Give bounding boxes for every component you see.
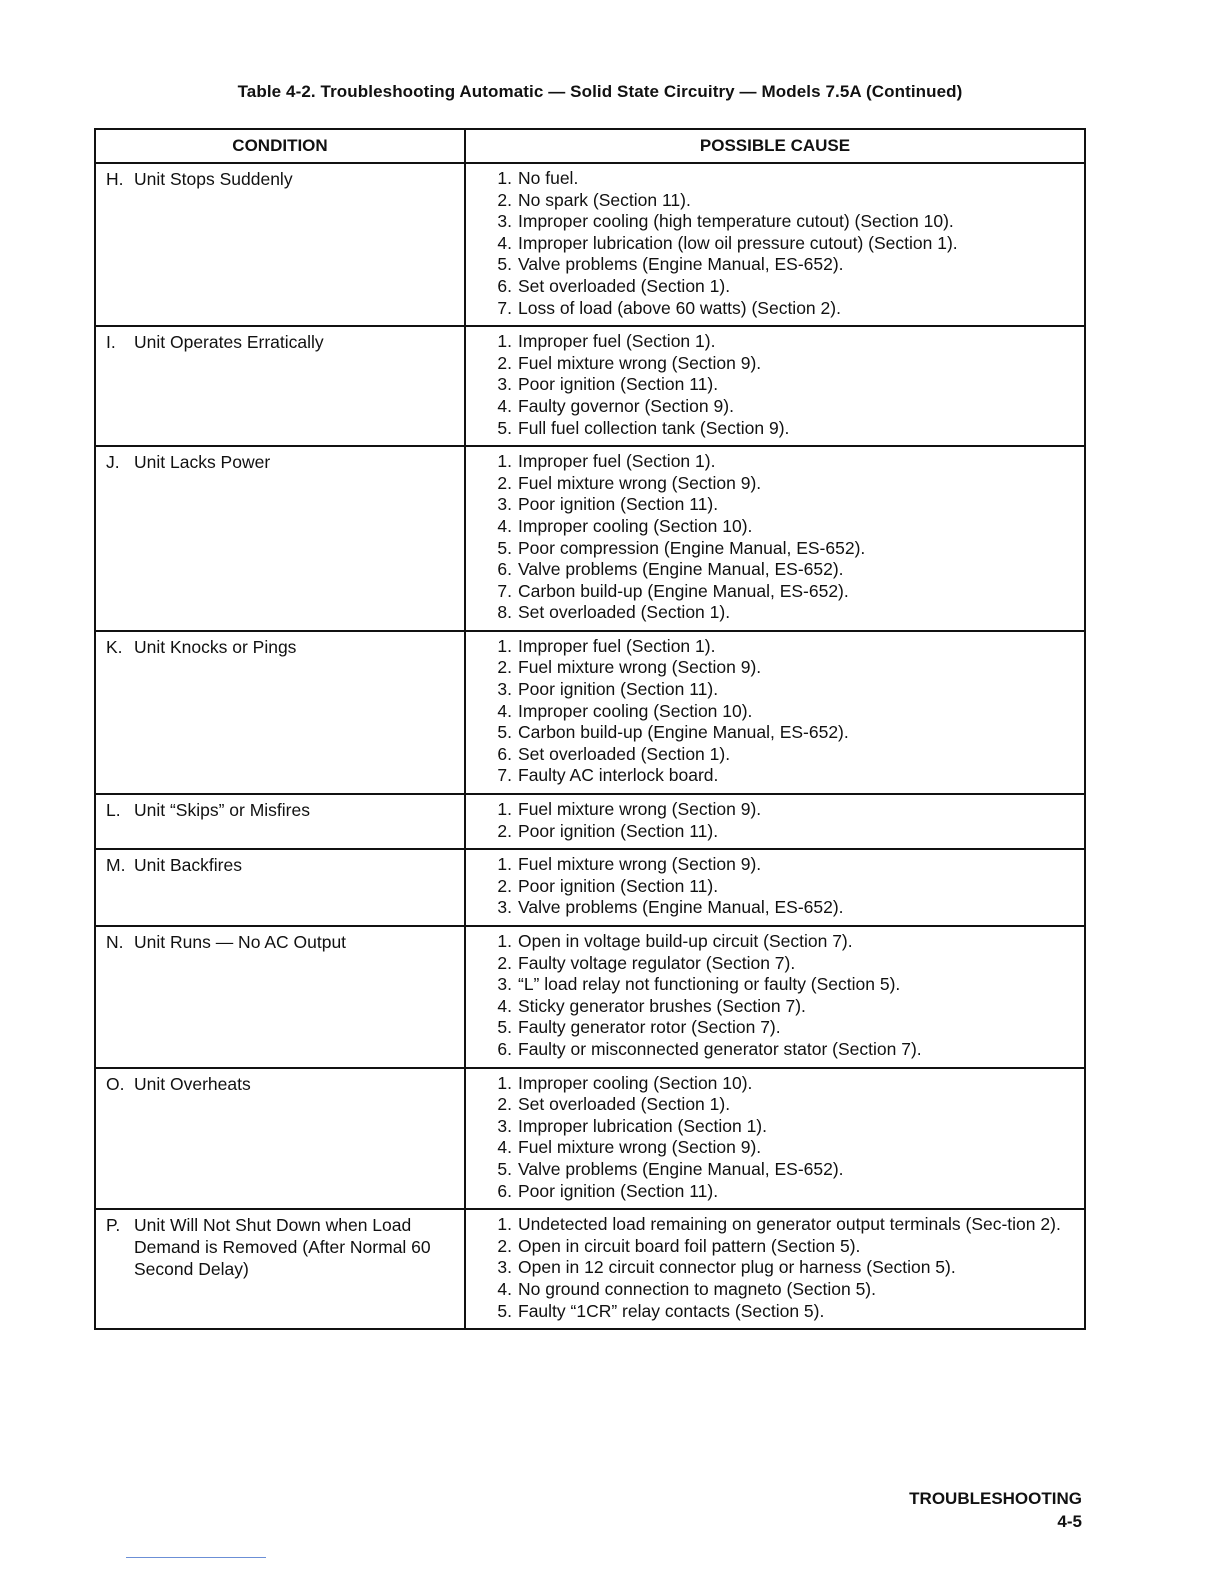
cause-number: 7. <box>497 580 512 601</box>
cause-item <box>490 931 1076 953</box>
cause-number: 7. <box>497 297 512 318</box>
troubleshooting-table <box>94 128 1086 1330</box>
cause-item <box>490 276 1076 298</box>
cause-item <box>490 722 1076 744</box>
condition-cell <box>95 926 465 1068</box>
cause-item <box>490 353 1076 375</box>
cause-text: Poor ignition (Section 11). <box>518 494 719 515</box>
condition-letter: K. <box>106 636 123 657</box>
cause-text: Improper fuel (Section 1). <box>518 451 716 472</box>
cause-text: Valve problems (Engine Manual, ES-652). <box>518 1158 844 1179</box>
cause-number: 1. <box>497 799 512 820</box>
possible-cause-cell <box>465 1209 1085 1329</box>
cause-number: 2. <box>497 820 512 841</box>
cause-item <box>490 451 1076 473</box>
cause-text: Poor ignition (Section 11). <box>518 875 719 896</box>
cause-text: Improper lubrication (low oil pressure cutout) (Section 1). <box>518 232 958 253</box>
cause-text: Faulty “1CR” relay contacts (Section 5). <box>518 1300 825 1321</box>
cause-text: Valve problems (Engine Manual, ES-652). <box>518 254 844 275</box>
cause-text: Improper fuel (Section 1). <box>518 635 716 656</box>
cause-text: Poor ignition (Section 11). <box>518 679 719 700</box>
cause-number: 5. <box>497 1017 512 1038</box>
cause-number: 2. <box>497 1235 512 1256</box>
cause-item <box>490 765 1076 787</box>
cause-text: Poor compression (Engine Manual, ES-652). <box>518 537 866 558</box>
cause-list <box>490 451 1076 624</box>
cause-number: 7. <box>497 765 512 786</box>
cause-number: 5. <box>497 1158 512 1179</box>
cause-text: Improper cooling (high temperature cutout) (Section 10). <box>518 211 954 232</box>
cause-number: 1. <box>497 1072 512 1093</box>
condition-cell <box>95 326 465 446</box>
cause-number: 8. <box>497 602 512 623</box>
cause-item <box>490 1257 1076 1279</box>
cause-list <box>490 168 1076 319</box>
cause-item <box>490 897 1076 919</box>
cause-list <box>490 799 1076 842</box>
cause-item <box>490 1214 1076 1236</box>
cause-item <box>490 1137 1076 1159</box>
cause-number: 2. <box>497 189 512 210</box>
cause-number: 4. <box>497 515 512 536</box>
cause-text: Open in 12 circuit connector plug or harness (Section 5). <box>518 1257 956 1278</box>
cause-list <box>490 1214 1076 1322</box>
cause-text: Undetected load remaining on generator output terminals (Sec-tion 2). <box>518 1214 1061 1235</box>
cause-item <box>490 538 1076 560</box>
page-number: 4-5 <box>1057 1512 1082 1531</box>
table-row <box>95 794 1085 849</box>
cause-item <box>490 298 1076 320</box>
cause-text: Full fuel collection tank (Section 9). <box>518 417 790 438</box>
cause-item <box>490 854 1076 876</box>
cause-text: Faulty governor (Section 9). <box>518 395 734 416</box>
cause-number: 2. <box>497 952 512 973</box>
cause-number: 1. <box>497 635 512 656</box>
possible-cause-cell <box>465 631 1085 794</box>
cause-text: Valve problems (Engine Manual, ES-652). <box>518 559 844 580</box>
cause-item <box>490 636 1076 658</box>
cause-text: Poor ignition (Section 11). <box>518 1180 719 1201</box>
cause-item <box>490 559 1076 581</box>
condition-letter: J. <box>106 452 120 473</box>
cause-number: 6. <box>497 743 512 764</box>
table-title: Table 4-2. Troubleshooting Automatic — Solid State Circuitry — Models 7.5A (Continued) <box>237 82 963 101</box>
table-row <box>95 163 1085 326</box>
cause-item <box>490 602 1076 624</box>
possible-cause-cell <box>465 326 1085 446</box>
cause-item <box>490 1073 1076 1095</box>
cause-text: Set overloaded (Section 1). <box>518 1094 731 1115</box>
cause-list <box>490 931 1076 1061</box>
cause-text: No spark (Section 11). <box>518 189 691 210</box>
cause-number: 1. <box>497 331 512 352</box>
possible-cause-cell <box>465 163 1085 326</box>
condition-text: Unit Overheats <box>134 1073 251 1094</box>
cause-number: 4. <box>497 395 512 416</box>
cause-item <box>490 1039 1076 1061</box>
condition-cell <box>95 1209 465 1329</box>
cause-number: 2. <box>497 1094 512 1115</box>
cause-item <box>490 418 1076 440</box>
cause-text: Open in voltage build-up circuit (Section 7). <box>518 931 853 951</box>
cause-item <box>490 331 1076 353</box>
cause-number: 6. <box>497 559 512 580</box>
cause-item <box>490 876 1076 898</box>
cause-number: 1. <box>497 451 512 472</box>
cause-item <box>490 581 1076 603</box>
table-body <box>95 163 1085 1329</box>
condition-cell <box>95 1068 465 1210</box>
condition-text: Unit Stops Suddenly <box>134 169 293 189</box>
table-row <box>95 446 1085 631</box>
cause-item <box>490 701 1076 723</box>
cause-text: Carbon build-up (Engine Manual, ES-652). <box>518 580 849 601</box>
table-row <box>95 1068 1085 1210</box>
cause-item <box>490 974 1076 996</box>
cause-item <box>490 168 1076 190</box>
condition-cell <box>95 631 465 794</box>
table-row <box>95 849 1085 926</box>
condition-cell <box>95 794 465 849</box>
cause-text: No ground connection to magneto (Section 5). <box>518 1278 876 1299</box>
cause-text: Set overloaded (Section 1). <box>518 743 731 764</box>
cause-text: Faulty AC interlock board. <box>518 765 719 786</box>
cause-item <box>490 679 1076 701</box>
cause-item <box>490 953 1076 975</box>
condition-letter: L. <box>106 800 121 821</box>
cause-item <box>490 396 1076 418</box>
table-row <box>95 1209 1085 1329</box>
possible-cause-cell <box>465 849 1085 926</box>
cause-text: Fuel mixture wrong (Section 9). <box>518 472 762 493</box>
cause-number: 1. <box>497 854 512 875</box>
cause-number: 3. <box>497 494 512 515</box>
table-header-row <box>95 129 1085 163</box>
cause-text: Fuel mixture wrong (Section 9). <box>518 799 762 820</box>
condition-text: Unit Runs — No AC Output <box>134 932 347 952</box>
cause-text: Faulty or misconnected generator stator (Section 7). <box>518 1038 922 1059</box>
section-footer: TROUBLESHOOTING <box>909 1489 1082 1508</box>
cause-text: Set overloaded (Section 1). <box>518 602 731 623</box>
cause-number: 3. <box>497 1257 512 1278</box>
cause-item <box>490 1017 1076 1039</box>
cause-item <box>490 1094 1076 1116</box>
cause-number: 5. <box>497 537 512 558</box>
possible-cause-cell <box>465 794 1085 849</box>
possible-cause-cell <box>465 1068 1085 1210</box>
cause-text: No fuel. <box>518 168 579 188</box>
cause-item <box>490 1301 1076 1323</box>
cause-item <box>490 1236 1076 1258</box>
condition-letter: P. <box>106 1215 121 1236</box>
cause-item <box>490 799 1076 821</box>
cause-text: Faulty generator rotor (Section 7). <box>518 1017 781 1038</box>
cause-number: 3. <box>497 374 512 395</box>
condition-cell <box>95 849 465 926</box>
condition-text: Unit Will Not Shut Down when Load Demand is Removed (After Normal 60 Second Delay) <box>134 1215 431 1280</box>
cause-number: 4. <box>497 1137 512 1158</box>
cause-list <box>490 1073 1076 1203</box>
cause-item <box>490 1181 1076 1203</box>
cause-item <box>490 996 1076 1018</box>
cause-item <box>490 190 1076 212</box>
cause-number: 2. <box>497 352 512 373</box>
cause-number: 1. <box>497 168 512 188</box>
cause-text: Set overloaded (Section 1). <box>518 275 731 296</box>
table-row <box>95 631 1085 794</box>
cause-list <box>490 331 1076 439</box>
condition-letter: M. <box>106 855 126 876</box>
table-row <box>95 926 1085 1068</box>
condition-text: Unit Lacks Power <box>134 452 271 473</box>
cause-text: Improper lubrication (Section 1). <box>518 1115 767 1136</box>
cause-text: Improper cooling (Section 10). <box>518 700 753 721</box>
cause-number: 1. <box>497 931 512 951</box>
cause-number: 3. <box>497 897 512 918</box>
cause-number: 5. <box>497 254 512 275</box>
cause-text: “L” load relay not functioning or faulty (Section 5). <box>518 974 901 995</box>
cause-number: 6. <box>497 1180 512 1201</box>
condition-letter: I. <box>106 332 116 353</box>
cause-item <box>490 516 1076 538</box>
condition-cell <box>95 446 465 631</box>
condition-text: Unit Backfires <box>134 855 242 876</box>
cause-item <box>490 374 1076 396</box>
cause-item <box>490 1279 1076 1301</box>
cause-number: 2. <box>497 657 512 678</box>
condition-cell <box>95 163 465 326</box>
cause-item <box>490 233 1076 255</box>
cause-list <box>490 636 1076 787</box>
cause-number: 4. <box>497 232 512 253</box>
cause-item <box>490 657 1076 679</box>
condition-text: Unit Knocks or Pings <box>134 636 297 657</box>
cause-item <box>490 1159 1076 1181</box>
cause-number: 3. <box>497 211 512 232</box>
cause-text: Improper fuel (Section 1). <box>518 331 716 352</box>
cause-number: 4. <box>497 700 512 721</box>
cause-number: 6. <box>497 1038 512 1059</box>
cause-text: Sticky generator brushes (Section 7). <box>518 995 806 1016</box>
table-row <box>95 326 1085 446</box>
cause-number: 3. <box>497 974 512 995</box>
cause-item <box>490 744 1076 766</box>
cause-number: 4. <box>497 995 512 1016</box>
cause-text: Improper cooling (Section 10). <box>518 515 753 536</box>
cause-text: Loss of load (above 60 watts) (Section 2). <box>518 297 841 318</box>
condition-letter: H. <box>106 169 124 189</box>
cause-item <box>490 254 1076 276</box>
possible-cause-header: POSSIBLE CAUSE <box>465 129 1085 163</box>
condition-header: CONDITION <box>95 129 465 163</box>
condition-text: Unit “Skips” or Misfires <box>134 800 310 821</box>
cause-text: Improper cooling (Section 10). <box>518 1072 753 1093</box>
cause-item <box>490 473 1076 495</box>
cause-number: 1. <box>497 1214 512 1235</box>
condition-letter: N. <box>106 932 124 952</box>
cause-text: Fuel mixture wrong (Section 9). <box>518 657 762 678</box>
cause-number: 5. <box>497 417 512 438</box>
cause-number: 5. <box>497 722 512 743</box>
cause-item <box>490 821 1076 843</box>
cause-number: 3. <box>497 679 512 700</box>
cause-number: 2. <box>497 472 512 493</box>
possible-cause-cell <box>465 446 1085 631</box>
cause-number: 4. <box>497 1278 512 1299</box>
cause-text: Poor ignition (Section 11). <box>518 820 719 841</box>
cause-text: Poor ignition (Section 11). <box>518 374 719 395</box>
cause-item <box>490 494 1076 516</box>
cause-item <box>490 211 1076 233</box>
cause-text: Open in circuit board foil pattern (Section 5). <box>518 1235 861 1256</box>
cause-number: 5. <box>497 1300 512 1321</box>
cause-text: Fuel mixture wrong (Section 9). <box>518 1137 762 1158</box>
condition-letter: O. <box>106 1073 125 1094</box>
cause-text: Fuel mixture wrong (Section 9). <box>518 352 762 373</box>
condition-text: Unit Operates Erratically <box>134 332 324 353</box>
cause-number: 2. <box>497 875 512 896</box>
cause-list <box>490 854 1076 919</box>
cause-text: Valve problems (Engine Manual, ES-652). <box>518 897 844 918</box>
cause-number: 6. <box>497 275 512 296</box>
cause-text: Faulty voltage regulator (Section 7). <box>518 952 796 973</box>
cause-text: Carbon build-up (Engine Manual, ES-652). <box>518 722 849 743</box>
possible-cause-cell <box>465 926 1085 1068</box>
cause-text: Fuel mixture wrong (Section 9). <box>518 854 762 875</box>
cause-item <box>490 1116 1076 1138</box>
scan-artifact-line <box>126 1557 266 1558</box>
cause-number: 3. <box>497 1115 512 1136</box>
